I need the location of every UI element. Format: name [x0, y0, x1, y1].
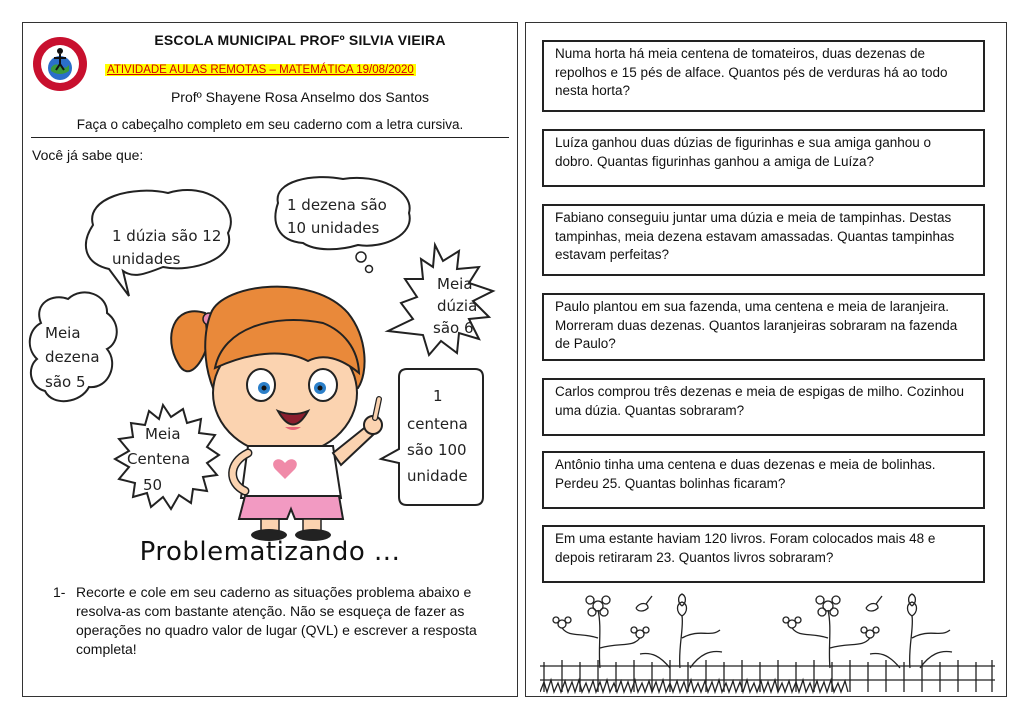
bubble-centena-line-4: unidade [407, 467, 468, 485]
task-number: 1- [53, 584, 66, 600]
bubble-meia-dezena-line-2: dezena [45, 348, 100, 366]
bubble-duzia-line-1: 1 dúzia são 12 [112, 227, 222, 245]
problem-box-4: Paulo plantou em sua fazenda, uma centena e meia de laranjeira. Morreram duas dezenas. Quantos laranjeiras sobraram na fazenda de Paulo? [542, 293, 985, 361]
task-text: Recorte e cole em seu caderno as situações problema abaixo e resolva-as com bastante atenção. Não se esqueça de fazer as operações no quadro valor de lugar (QVL) e escrever a resposta completa! [76, 584, 477, 657]
bubble-dezena [275, 177, 409, 272]
bubble-centena-line-2: centena [407, 415, 468, 433]
activity-title: ATIVIDADE AULAS REMOTAS – MATEMÁTICA 19/08/2020 [107, 64, 414, 76]
bubble-centena [381, 369, 483, 505]
task-instruction [53, 583, 499, 659]
problem-box-1: Numa horta há meia centena de tomateiros, duas dezenas de repolhos e 15 pés de alface. Quantos pés de verduras há ao todo nesta horta? [542, 40, 985, 112]
teacher-name: Profº Shayene Rosa Anselmo dos Santos [170, 89, 430, 105]
intro-text: Você já sabe que: [32, 147, 144, 163]
section-title: Problematizando ... [139, 537, 401, 567]
bubble-meia-centena-line-2: Centena [127, 450, 191, 468]
bubble-meia-centena-line-3: 50 [143, 476, 163, 494]
bubble-meia-dezena [30, 292, 117, 401]
bubble-meia-dezena-line-1: Meia [45, 324, 81, 342]
bubble-meia-centena-line-1: Meia [145, 425, 181, 443]
header-instruction: Faça o cabeçalho completo em seu caderno com a letra cursiva. [76, 117, 464, 132]
bubble-meia-dezena-line-3: são 5 [45, 373, 86, 391]
bubble-centena-line-3: são 100 [407, 441, 467, 459]
cartoon-girl-icon [171, 287, 382, 541]
problem-box-6: Antônio tinha uma centena e duas dezenas e meia de bolinhas. Perdeu 25. Quantas bolinhas ficaram? [542, 451, 985, 509]
bubble-meia-duzia-line-1: Meia [437, 275, 473, 293]
bubble-dezena-line-2: 10 unidades [287, 219, 380, 237]
bubble-meia-duzia-line-2: dúzia [437, 297, 478, 315]
bubble-dezena-line-1: 1 dezena são [287, 196, 387, 214]
units-illustration [23, 163, 518, 543]
bubble-meia-duzia [388, 245, 493, 355]
bubble-centena-line-1: 1 [433, 387, 443, 405]
right-page [525, 22, 1007, 697]
problem-box-5: Carlos comprou três dezenas e meia de espigas de milho. Cozinhou uma dúzia. Quantas sobraram? [542, 378, 985, 436]
bubble-meia-centena [115, 405, 219, 509]
flowers-garden-icon [540, 588, 995, 694]
school-name: ESCOLA MUNICIPAL PROFº SILVIA VIEIRA [154, 32, 446, 48]
bubble-duzia [86, 190, 231, 296]
header-divider [31, 137, 509, 138]
problem-box-3: Fabiano conseguiu juntar uma dúzia e meia de tampinhas. Destas tampinhas, meia dezena estavam amassadas. Quantas tampinhas estavam perfeitas? [542, 204, 985, 276]
problem-box-2: Luíza ganhou duas dúzias de figurinhas e sua amiga ganhou o dobro. Quantas figurinhas ganhou a amiga de Luíza? [542, 129, 985, 187]
bubble-duzia-line-2: unidades [112, 250, 181, 268]
problem-box-7: Em uma estante haviam 120 livros. Foram colocados mais 48 e depois retiraram 23. Quantos livros sobraram? [542, 525, 985, 583]
left-page [22, 22, 518, 697]
bubble-meia-duzia-line-3: são 6 [433, 319, 474, 337]
school-crest-icon [31, 35, 89, 93]
